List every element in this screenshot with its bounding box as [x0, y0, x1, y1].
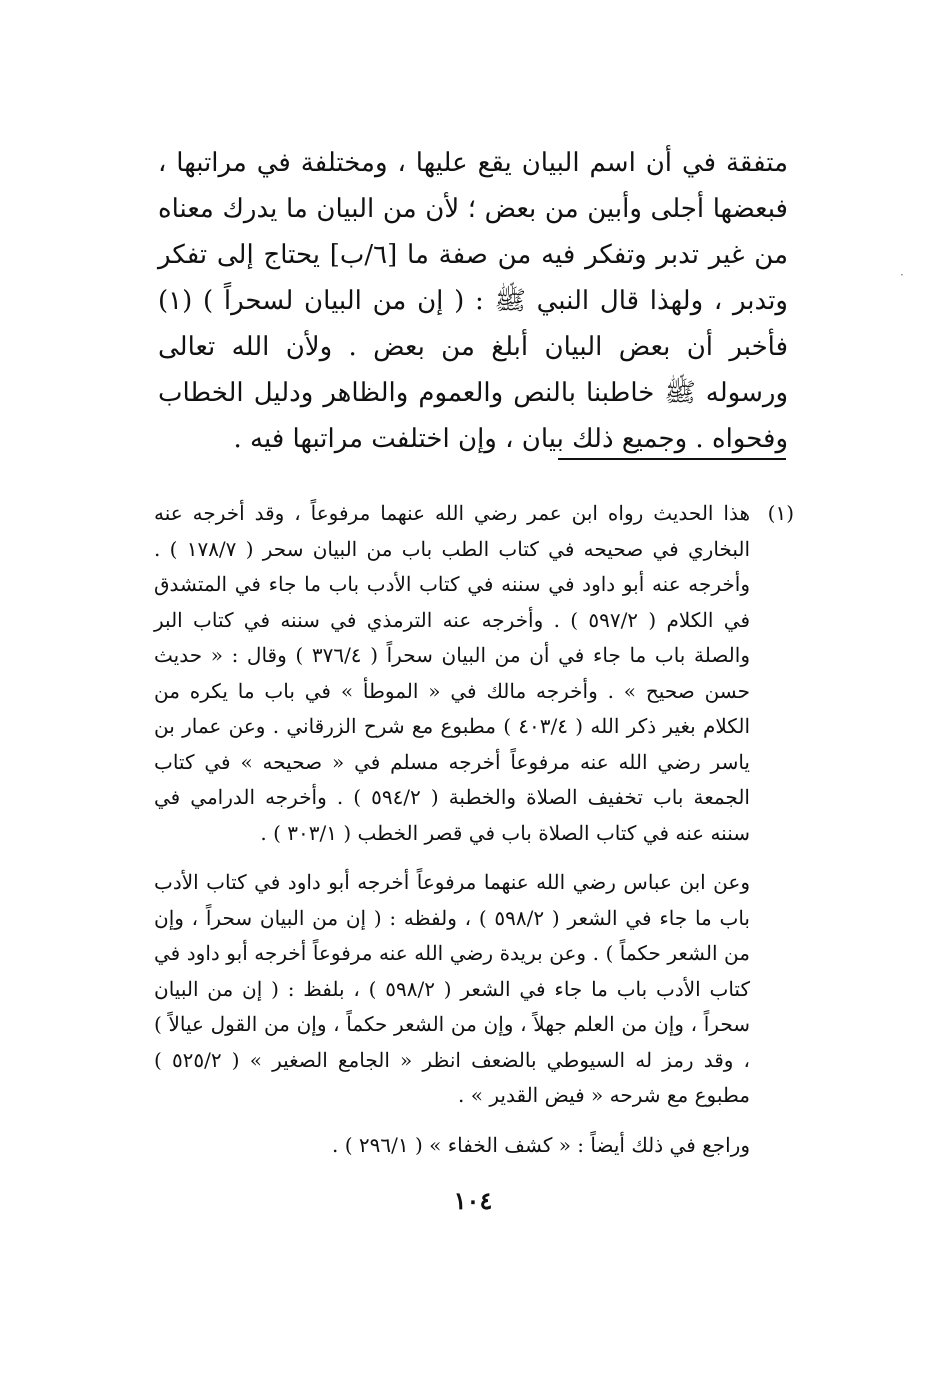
footnote-marker: (١) — [767, 501, 794, 525]
scan-speck: · — [900, 268, 904, 282]
main-text — [158, 140, 788, 462]
footnote-1 — [154, 496, 794, 1177]
footnotes-section — [154, 496, 794, 1177]
footnote-separator — [558, 458, 786, 460]
main-paragraph: متفقة في أن اسم البيان يقع عليها ، ومختلفة في مراتبها ، فبعضها أجلى وأبين من بعض ؛ لأن من البيان ما يدرك معناه من غير تدبر وتفكر فيه من صفة ما [٦/ب] يحتاج إلى تفكر وتدبر ، ولهذا قال النبي ﷺ : ( إن من البيان لسحراً ) (١) فأخبر أن بعض البيان أبلغ من بعض . ولأن الله تعالى ورسوله ﷺ خاطبنا بالنص والعموم والظاهر ودليل الخطاب وفحواه . وجميع ذلك بيان ، وإن اختلفت مراتبها فيه . — [158, 148, 788, 454]
footnote-body — [154, 496, 750, 1177]
footnote-paragraph-3: وراجع في ذلك أيضاً : « كشف الخفاء » ( ٢٩٦/١ ) . — [332, 1132, 750, 1157]
footnote-paragraph-2: وعن ابن عباس رضي الله عنهما مرفوعاً أخرجه أبو داود في كتاب الأدب باب ما جاء في الشعر ( ٥٩٨/٢ ) ، ولفظه : ( إن من البيان سحراً ، وإن من الشعر حكماً ) . وعن بريدة رضي الله عنه مرفوعاً أخرجه أبو داود في كتاب الأدب باب ما جاء في الشعر ( ٥٩٨/٢ ) ، بلفظ : ( إن من البيان سحراً ، وإن من العلم جهلاً ، وإن من الشعر حكماً ، وإن من القول عيالاً ) ، وقد رمز له السيوطي بالضعف انظر « الجامع الصغير » ( ٥٢٥/٢ ) مطبوع مع شرحه « فيض القدير » . — [154, 870, 750, 1107]
page-number: ١٠٤ — [453, 1186, 493, 1215]
footnote-paragraph-1: هذا الحديث رواه ابن عمر رضي الله عنهما مرفوعاً ، وقد أخرجه عنه البخاري في صحيحه في كتاب الطب باب من البيان سحر ( ١٧٨/٧ ) . وأخرجه عنه أبو داود في سننه في كتاب الأدب باب ما جاء في المتشدق في الكلام ( ٥٩٧/٢ ) . وأخرجه عنه الترمذي في سننه في كتاب البر والصلة باب ما جاء في أن من البيان سحراً ( ٣٧٦/٤ ) وقال : « حديث حسن صحيح » . وأخرجه مالك في « الموطأ » في باب ما يكره من الكلام بغير ذكر الله ( ٤٠٣/٤ ) مطبوع مع شرح الزرقاني . وعن عمار بن ياسر رضي الله عنه مرفوعاً أخرجه مسلم في « صحيحه » في كتاب الجمعة باب تخفيف الصلاة والخطبة ( ٥٩٤/٢ ) . وأخرجه الدرامي في سننه عنه في كتاب الصلاة باب في قصر الخطب ( ٣٠٣/١ ) . — [154, 501, 751, 845]
